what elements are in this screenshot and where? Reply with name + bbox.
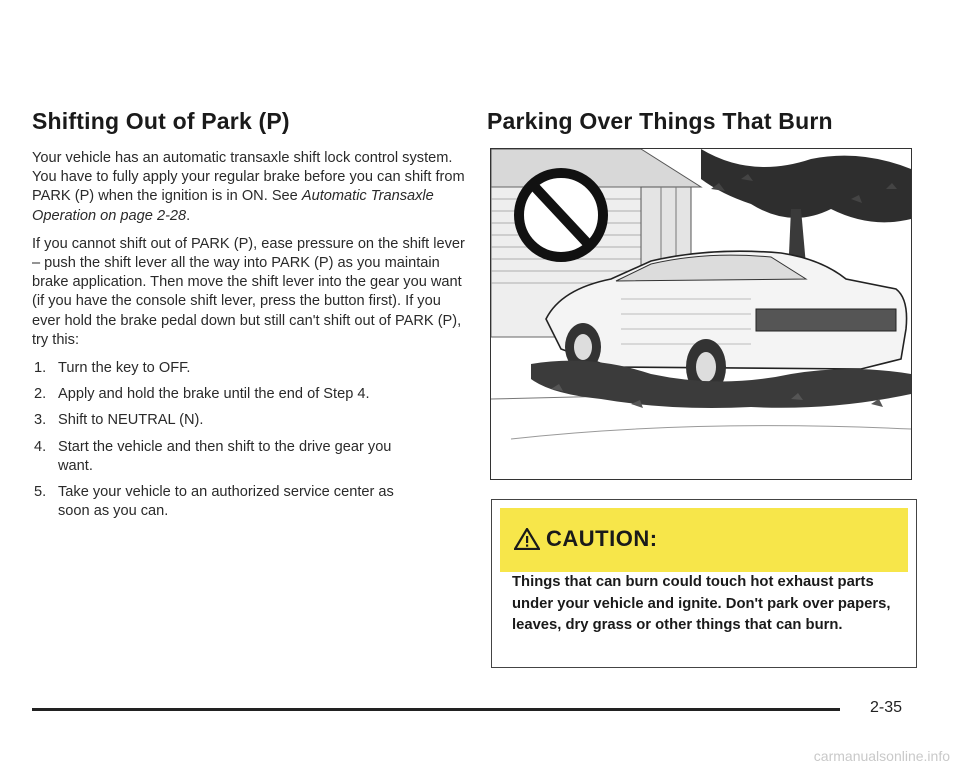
paragraph-shift-lock xyxy=(32,149,468,226)
paragraph-end: . xyxy=(186,207,191,224)
warning-triangle-icon xyxy=(514,528,540,550)
right-column xyxy=(487,108,927,149)
step-number: 1. xyxy=(34,360,47,377)
garage-roof xyxy=(491,149,701,187)
step-item xyxy=(32,438,468,476)
illustration-svg xyxy=(491,149,911,479)
car-over-leaves-illustration xyxy=(490,148,912,480)
step-item xyxy=(32,483,468,521)
section-heading-shifting: Shifting Out of Park (P) xyxy=(32,108,290,134)
step-text: Shift to NEUTRAL (N). xyxy=(58,412,204,429)
step-text: Apply and hold the brake until the end of Step 4. xyxy=(58,386,370,403)
caution-box xyxy=(491,499,917,668)
step-text: Start the vehicle and then shift to the drive gear you want. xyxy=(58,438,392,474)
steps-list xyxy=(32,359,468,521)
caution-message: Things that can burn could touch hot exhaust parts under your vehicle and ignite. Don't park over papers, leaves, dry grass or other things that can burn. xyxy=(512,574,891,633)
caution-title-text: CAUTION: xyxy=(546,526,658,551)
step-text: Turn the key to OFF. xyxy=(58,360,191,377)
paragraph-cannot-shift: If you cannot shift out of PARK (P), ease pressure on the shift lever – push the shift lever all the way into PARK (P) as you maintain brake application. Then move the shift lever into the gear you want (if you have the console shift lever, press the button first). If you ever hold the brake pedal down but still can't shift out of PARK (P), try this: xyxy=(32,235,465,348)
paragraph-shift-lock-text: Your vehicle has an automatic transaxle shift lock control system. You have to fully apply your regular brake before you can shift from PARK (P) when the ignition is in ON. See xyxy=(32,150,465,205)
step-item xyxy=(32,385,468,404)
tree-canopy xyxy=(701,149,911,222)
page-number: 2-35 xyxy=(870,699,903,716)
step-item xyxy=(32,411,468,430)
step-text: Take your vehicle to an authorized service center as soon as you can. xyxy=(58,484,394,520)
caution-title xyxy=(514,526,658,552)
step-item xyxy=(32,359,468,378)
step-number: 3. xyxy=(34,412,47,429)
caution-header xyxy=(500,508,908,572)
cross-reference: Automatic Transaxle Operation on page 2-28 xyxy=(32,188,434,224)
watermark: carmanualsonline.info xyxy=(813,748,950,764)
step-number: 4. xyxy=(34,438,47,455)
car-taillights xyxy=(756,309,896,331)
left-column xyxy=(32,108,468,528)
section-heading-parking: Parking Over Things That Burn xyxy=(487,108,833,134)
step-number: 5. xyxy=(34,484,47,501)
footer-rule xyxy=(32,708,840,711)
step-number: 2. xyxy=(34,386,47,403)
